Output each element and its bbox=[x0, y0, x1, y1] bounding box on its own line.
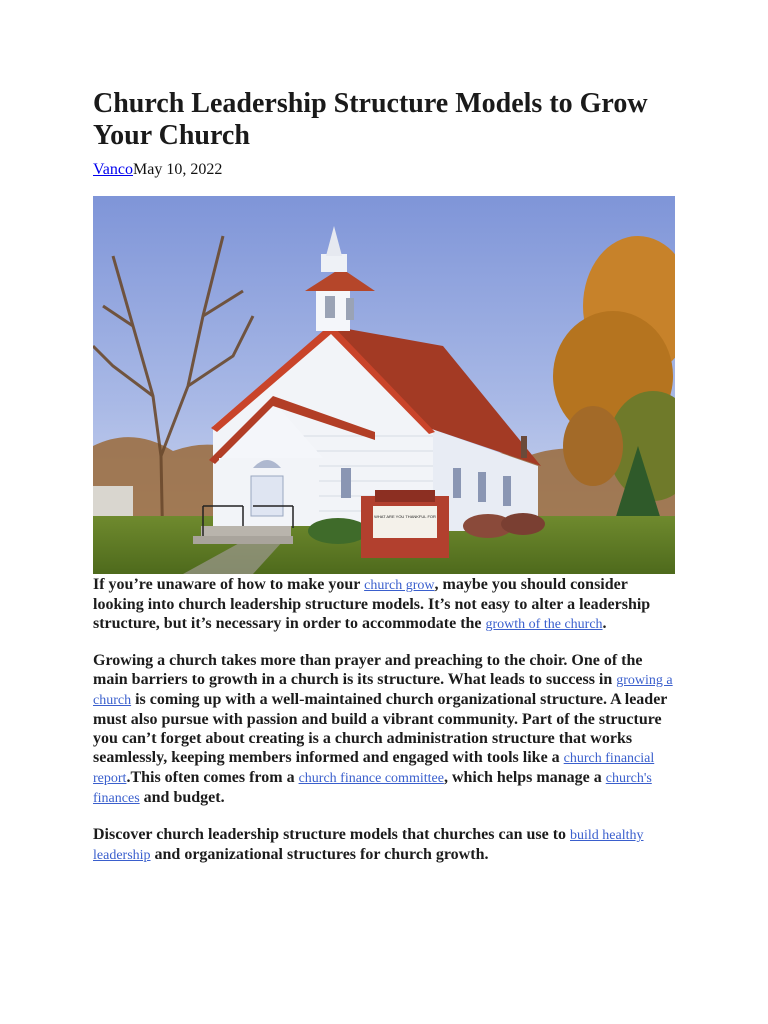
inline-link[interactable]: growth of the church bbox=[485, 617, 603, 632]
paragraph-text: Growing a church takes more than prayer and preaching to the choir. One of the main barriers to growth in a church is its structure. What leads to success in bbox=[93, 652, 643, 688]
article-paragraph bbox=[93, 575, 675, 634]
article-paragraph bbox=[93, 825, 675, 865]
article-paragraph bbox=[93, 651, 675, 808]
paragraph-text: . bbox=[602, 615, 607, 632]
inline-link[interactable]: church grow bbox=[364, 578, 435, 593]
author-link[interactable]: Vanco bbox=[93, 161, 133, 178]
paragraph-text: , maybe you should consider looking into church leadership structure models. It’s not easy to alter a leadership structure, but it’s necessary in order to accommodate the bbox=[93, 576, 651, 632]
paragraph-text: Discover church leadership structure models that churches can use to bbox=[93, 826, 571, 843]
article-body bbox=[93, 575, 675, 882]
inline-link[interactable]: growing a church bbox=[93, 673, 673, 708]
hero-image bbox=[93, 196, 675, 574]
paragraph-text: is coming up with a well-maintained church organizational structure. A leader must also pursue with passion and build a vibrant community. Part of the structure you can’t forget about creating is a church administration structure that works seamlessly, keeping members informed and engaged with tools like a bbox=[93, 691, 668, 766]
inline-link[interactable]: build healthy leadership bbox=[93, 828, 644, 863]
inline-link[interactable]: church finance committee bbox=[298, 771, 444, 786]
paragraph-text: .This often comes from a bbox=[126, 769, 299, 786]
publish-date: May 10, 2022 bbox=[132, 161, 223, 178]
byline bbox=[93, 161, 222, 179]
paragraph-text: and budget. bbox=[139, 789, 225, 806]
paragraph-text: and organizational structures for church growth. bbox=[150, 846, 489, 863]
paragraph-text: , which helps manage a bbox=[443, 769, 606, 786]
inline-link[interactable]: church's finances bbox=[93, 771, 652, 806]
article-title: Church Leadership Structure Models to Grow Your Church bbox=[93, 88, 648, 151]
inline-link[interactable]: church financial report bbox=[93, 751, 655, 786]
church-sign-text: WHAT ARE YOU THANKFUL FOR bbox=[374, 514, 436, 519]
paragraph-text: If you’re unaware of how to make your bbox=[93, 576, 365, 593]
